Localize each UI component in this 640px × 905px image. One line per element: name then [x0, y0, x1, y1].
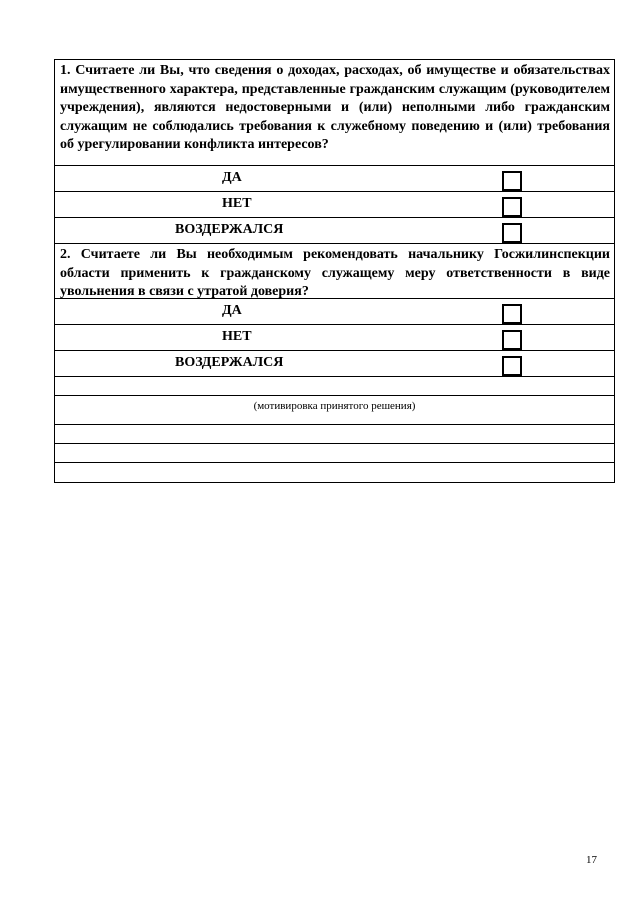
option-yes-label: ДА: [222, 170, 242, 185]
question-2-abstain-checkbox[interactable]: [502, 356, 522, 376]
motivation-caption: (мотивировка принятого решения): [55, 396, 614, 425]
question-1-option-abstain-row: [55, 218, 614, 244]
question-2-option-yes-row: [55, 299, 614, 325]
question-1-option-no-row: [55, 192, 614, 218]
motivation-line[interactable]: [55, 377, 614, 396]
question-1-no-checkbox[interactable]: [502, 197, 522, 217]
option-yes-label: ДА: [222, 303, 242, 318]
question-2-yes-checkbox[interactable]: [502, 304, 522, 324]
question-1-option-yes-row: [55, 166, 614, 192]
question-2-option-no-row: [55, 325, 614, 351]
voting-form-table: [54, 59, 615, 483]
option-no-label: НЕТ: [222, 329, 252, 344]
option-no-label: НЕТ: [222, 196, 252, 211]
option-abstain-label: ВОЗДЕРЖАЛСЯ: [175, 355, 284, 370]
question-2-option-abstain-row: [55, 351, 614, 377]
motivation-line[interactable]: [55, 444, 614, 463]
question-1-abstain-checkbox[interactable]: [502, 223, 522, 243]
motivation-line[interactable]: [55, 425, 614, 444]
question-1-text: 1. Считаете ли Вы, что сведения о доходах, расходах, об имуществе и обязательствах имущественного характера, представленные гражданским служащим (руководителем учреждения), являются недостоверными и (или) неполными либо гражданским служащим не соблюдались требования к служебному поведению и (или) требования об урегулировании конфликта интересов?: [55, 60, 614, 166]
page-number: 17: [586, 854, 597, 866]
option-abstain-label: ВОЗДЕРЖАЛСЯ: [175, 222, 284, 237]
question-2-text: 2. Считаете ли Вы необходимым рекомендовать начальнику Госжилинспекции области применить к гражданскому служащему меру ответственности в виде увольнения в связи с утратой доверия?: [55, 244, 614, 299]
question-1-yes-checkbox[interactable]: [502, 171, 522, 191]
question-2-no-checkbox[interactable]: [502, 330, 522, 350]
motivation-line[interactable]: [55, 463, 614, 482]
